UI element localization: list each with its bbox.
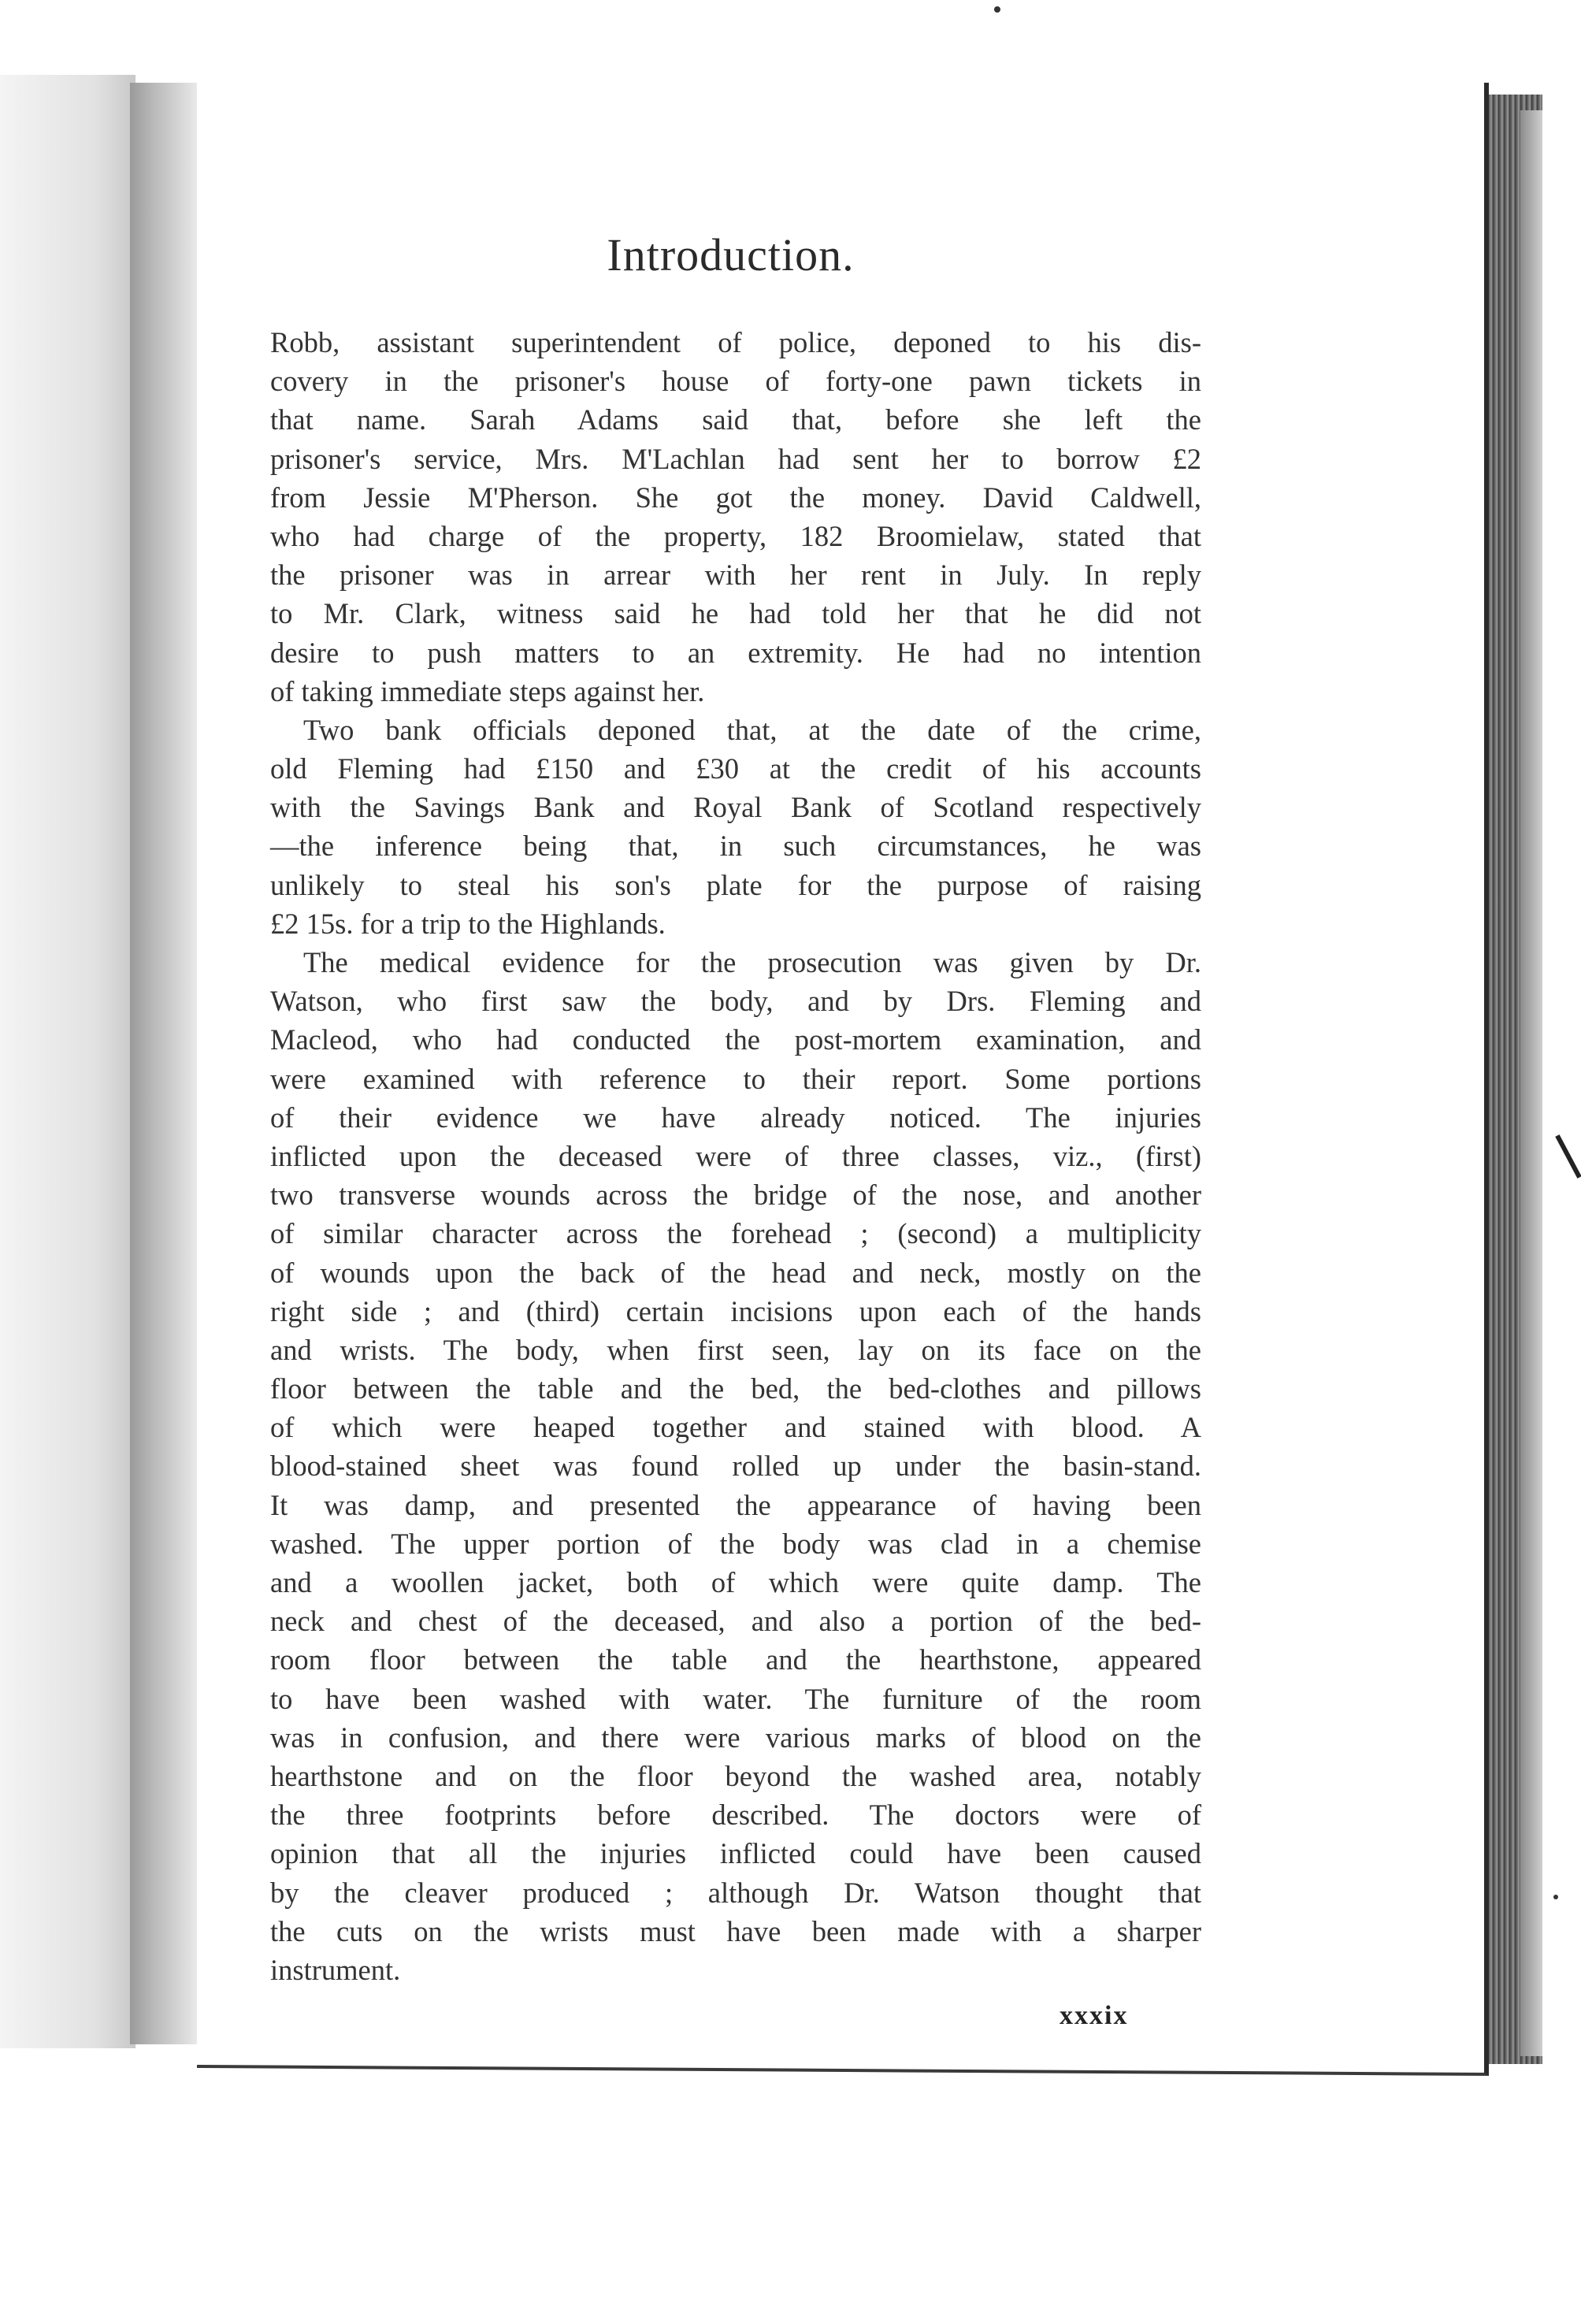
text-line: It was damp, and presented the appearance of having been xyxy=(270,1488,1201,1521)
scan-speck xyxy=(994,6,1000,13)
text-line: opinion that all the injuries inflicted could have been caused xyxy=(270,1837,1201,1870)
text-line: were examined with reference to their report. Some portions xyxy=(270,1062,1201,1095)
text-line: washed. The upper portion of the body was clad in a chemise xyxy=(270,1527,1201,1560)
text-line: old Fleming had £150 and £30 at the credit of his accounts xyxy=(270,752,1201,785)
text-line: Two bank officials deponed that, at the date of the crime, xyxy=(303,713,1201,746)
text-line: from Jessie M'Pherson. She got the money. David Caldwell, xyxy=(270,481,1201,514)
text-line: Macleod, who had conducted the post-mortem examination, and xyxy=(270,1023,1201,1056)
text-line: and wrists. The body, when first seen, lay on its face on the xyxy=(270,1333,1201,1366)
text-line: covery in the prisoner's house of forty-one pawn tickets in xyxy=(270,365,1201,398)
text-line: the three footprints before described. The doctors were of xyxy=(270,1799,1201,1832)
text-line: of taking immediate steps against her. xyxy=(270,674,705,707)
text-line: £2 15s. for a trip to the Highlands. xyxy=(270,907,666,940)
text-line: right side ; and (third) certain incisions upon each of the hands xyxy=(270,1294,1201,1327)
book-gutter-shadow xyxy=(130,83,205,2044)
scan-mark xyxy=(1555,1134,1581,1179)
text-line: hearthstone and on the floor beyond the washed area, notably xyxy=(270,1759,1201,1792)
text-line: two transverse wounds across the bridge of the nose, and another xyxy=(270,1179,1201,1212)
text-line: instrument. xyxy=(270,1953,401,1986)
text-line: unlikely to steal his son's plate for the purpose of raising xyxy=(270,868,1201,901)
text-line: to have been washed with water. The furniture of the room xyxy=(270,1682,1201,1715)
text-line: The medical evidence for the prosecution was given by Dr. xyxy=(303,946,1201,978)
text-line: neck and chest of the deceased, and also a portion of the bed- xyxy=(270,1605,1201,1638)
text-line: with the Savings Bank and Royal Bank of Scotland respectively xyxy=(270,791,1201,824)
text-line: of wounds upon the back of the head and neck, mostly on the xyxy=(270,1256,1201,1289)
page-title: Introduction. xyxy=(607,229,855,280)
text-line: blood-stained sheet was found rolled up under the basin-stand. xyxy=(270,1450,1201,1483)
text-line: who had charge of the property, 182 Broomielaw, stated that xyxy=(270,519,1201,552)
text-line: was in confusion, and there were various marks of blood on the xyxy=(270,1721,1201,1754)
scan-speck xyxy=(1553,1895,1558,1899)
text-line: the prisoner was in arrear with her rent in July. In reply xyxy=(270,559,1201,592)
text-line: of similar character across the forehead ; (second) a multiplicity xyxy=(270,1217,1201,1250)
text-line: —the inference being that, in such circumstances, he was xyxy=(270,830,1201,863)
text-line: floor between the table and the bed, the bed-clothes and pillows xyxy=(270,1372,1201,1405)
text-line: the cuts on the wrists must have been made with a sharper xyxy=(270,1914,1201,1947)
text-line: to Mr. Clark, witness said he had told her that he did not xyxy=(270,597,1201,630)
body-text xyxy=(270,323,1201,1989)
text-line: inflicted upon the deceased were of three classes, viz., (first) xyxy=(270,1139,1201,1172)
text-line: that name. Sarah Adams said that, before she left the xyxy=(270,403,1201,436)
text-line: by the cleaver produced ; although Dr. Watson thought that xyxy=(270,1876,1201,1909)
text-line: of which were heaped together and stained with blood. A xyxy=(270,1411,1201,1444)
text-line: Watson, who first saw the body, and by Drs. Fleming and xyxy=(270,985,1201,1018)
text-line: prisoner's service, Mrs. M'Lachlan had sent her to borrow £2 xyxy=(270,442,1201,475)
facing-page-edge xyxy=(0,75,135,2048)
text-line: and a woollen jacket, both of which were quite damp. The xyxy=(270,1566,1201,1598)
page-stack-shadow xyxy=(1520,110,1542,2056)
text-line: room floor between the table and the hearthstone, appeared xyxy=(270,1643,1201,1676)
text-line: Robb, assistant superintendent of police, deponed to his dis- xyxy=(270,326,1201,358)
text-line: desire to push matters to an extremity. He had no intention xyxy=(270,636,1201,669)
text-line: of their evidence we have already noticed. The injuries xyxy=(270,1101,1201,1134)
page-number: xxxix xyxy=(1060,2001,1129,2030)
